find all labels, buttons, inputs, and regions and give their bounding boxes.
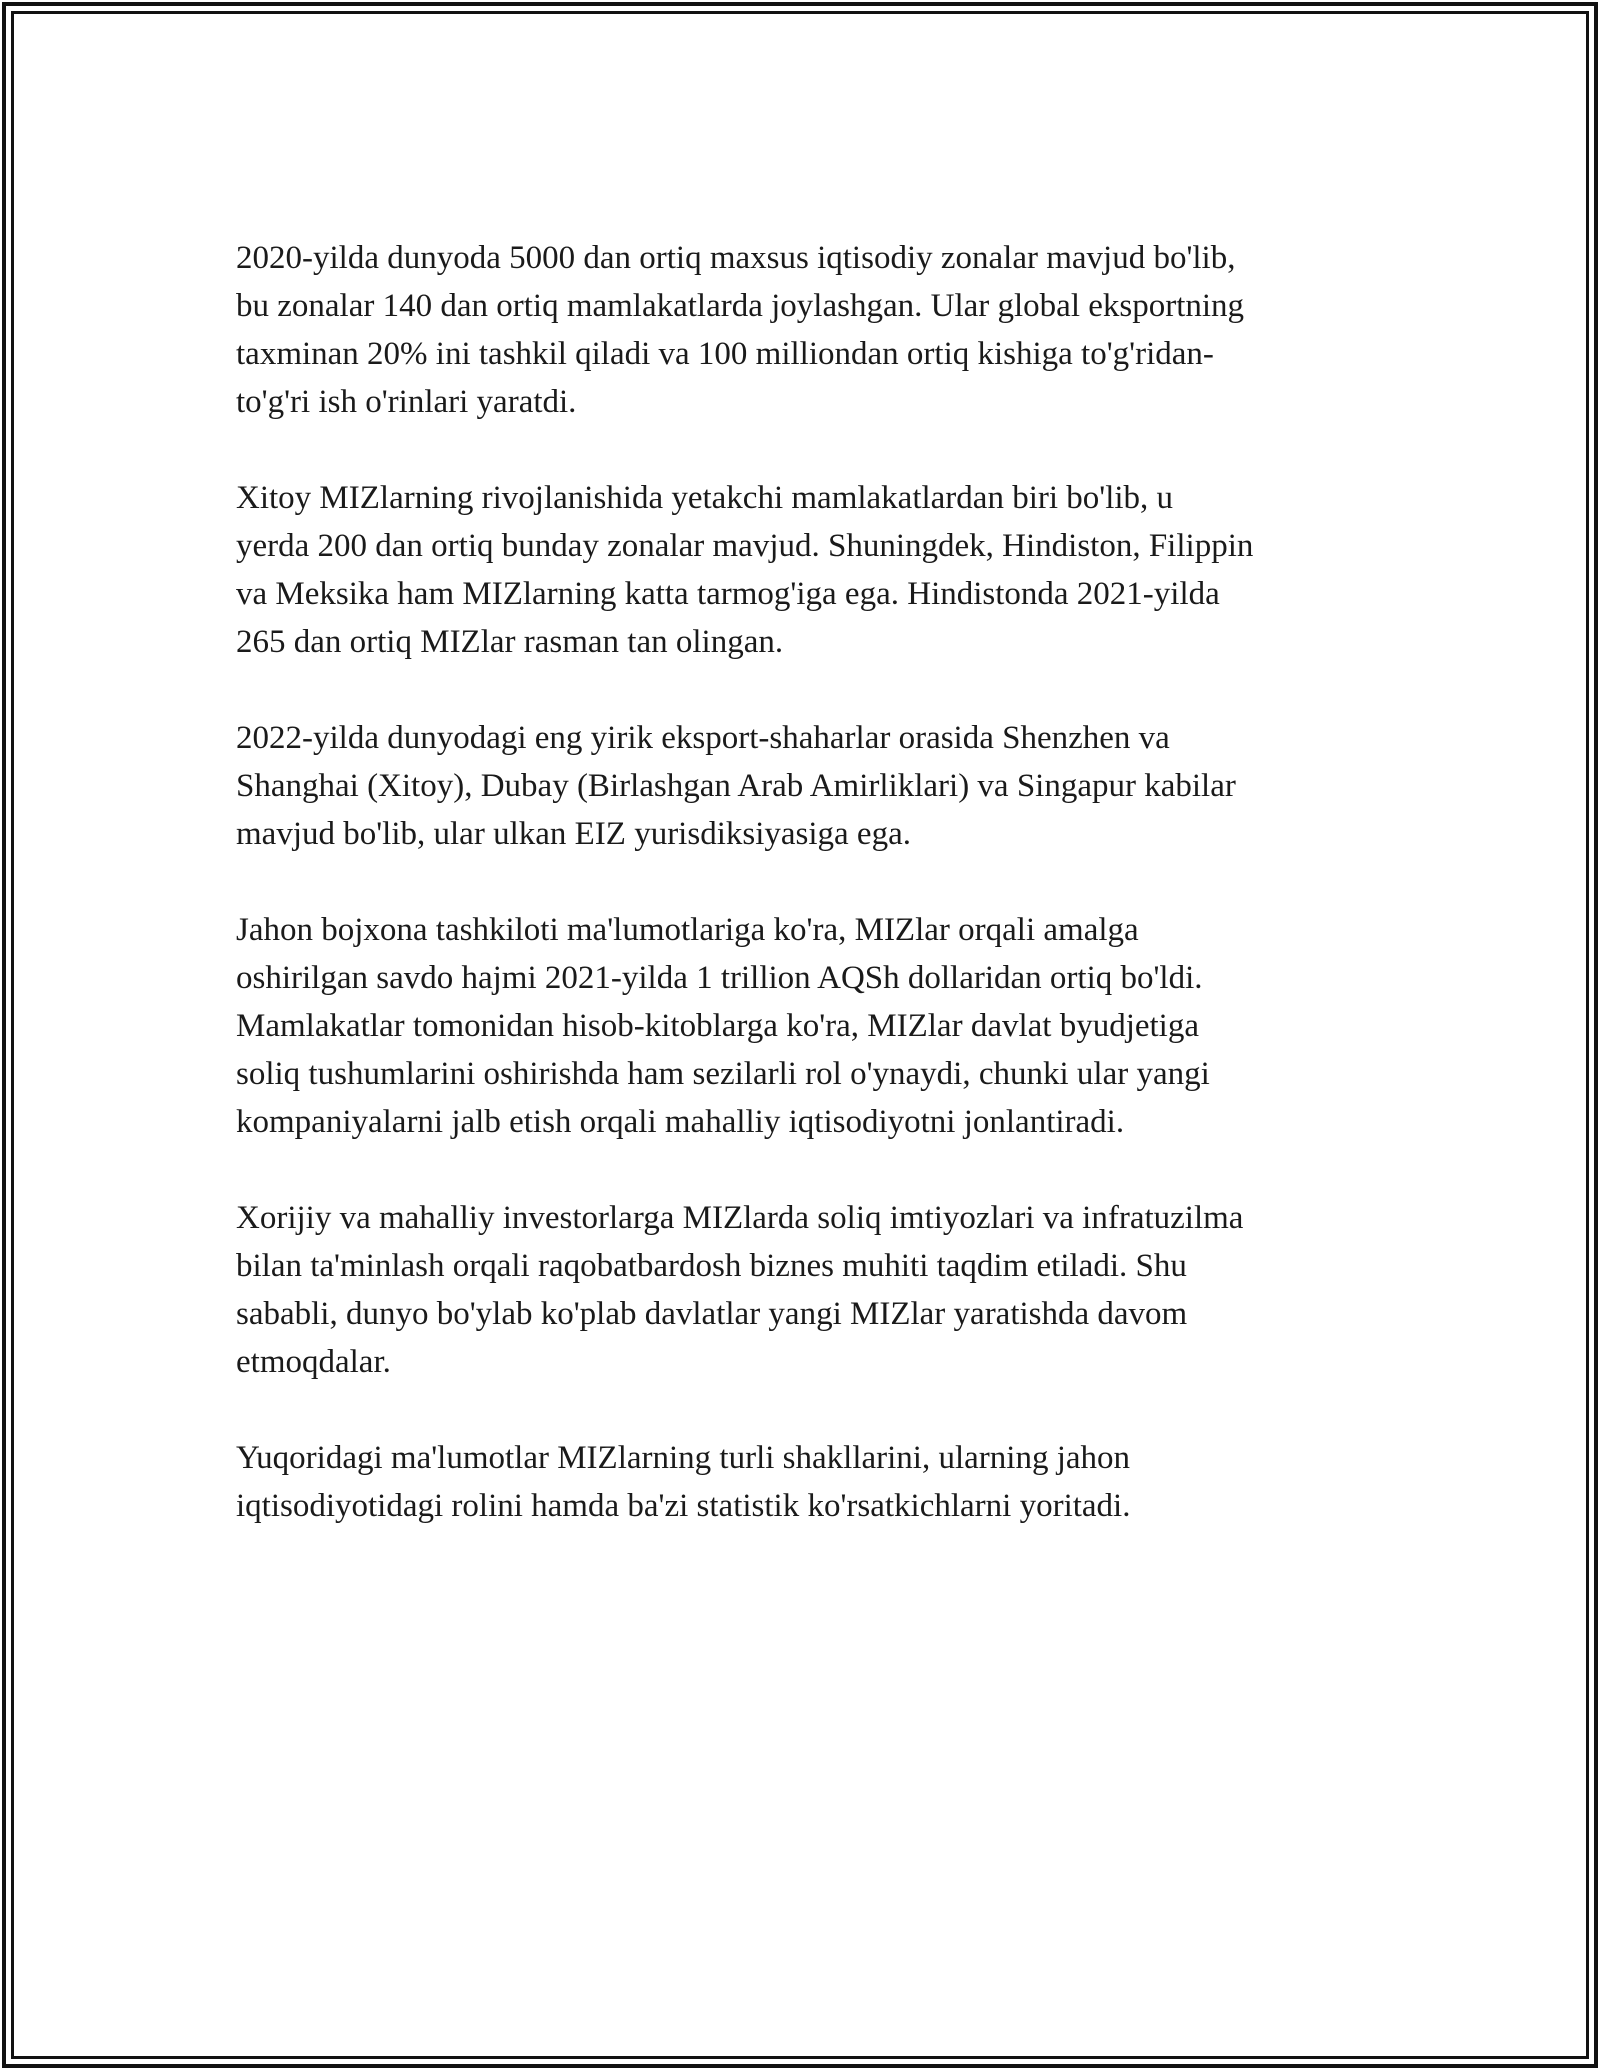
paragraph-5: Xorijiy va mahalliy investorlarga MIZlarda soliq imtiyozlari va infratuzilma bilan ta'minlash orqali raqobatbardosh biznes muhiti taqdim etiladi. Shu sababli, dunyo bo'ylab ko'plab davlatlar yangi MIZlar yaratishda davom etmoqdalar. (236, 1200, 1244, 1380)
document-body (236, 234, 1366, 1578)
paragraph-4: Jahon bojxona tashkiloti ma'lumotlariga ko'ra, MIZlar orqali amalga oshirilgan savdo hajmi 2021-yilda 1 trillion AQSh dollaridan ortiq bo'ldi. Mamlakatlar tomonidan hisob-kitoblarga ko'ra, MIZlar davlat byudjetiga soliq tushumlarini oshirishda ham sezilarli rol o'ynaydi, chunki ular yangi kompaniyalarni jalb etish orqali mahalliy iqtisodiyotni jonlantiradi. (236, 912, 1210, 1140)
paragraph-1: 2020-yilda dunyoda 5000 dan ortiq maxsus iqtisodiy zonalar mavjud bo'lib, bu zonalar 140 dan ortiq mamlakatlarda joylashgan. Ular global eksportning taxminan 20% ini tashkil qiladi va 100 milliondan ortiq kishiga to'g'ridan- to'g'ri ish o'rinlari yaratdi. (236, 240, 1245, 420)
paragraph-3: 2022-yilda dunyodagi eng yirik eksport-shaharlar orasida Shenzhen va Shanghai (Xitoy), Dubay (Birlashgan Arab Amirliklari) va Singapur kabilar mavjud bo'lib, ular ulkan EIZ yurisdiksiyasiga ega. (236, 720, 1236, 852)
paragraph-2: Xitoy MIZlarning rivojlanishida yetakchi mamlakatlardan biri bo'lib, u yerda 200 dan ortiq bunday zonalar mavjud. Shuningdek, Hindiston, Filippin va Meksika ham MIZlarning katta tarmog'iga ega. Hindistonda 2021-yilda 265 dan ortiq MIZlar rasman tan olingan. (236, 480, 1254, 660)
paragraph-6: Yuqoridagi ma'lumotlar MIZlarning turli shakllarini, ularning jahon iqtisodiyotidagi rolini hamda ba'zi statistik ko'rsatkichlarni yoritadi. (236, 1440, 1131, 1524)
